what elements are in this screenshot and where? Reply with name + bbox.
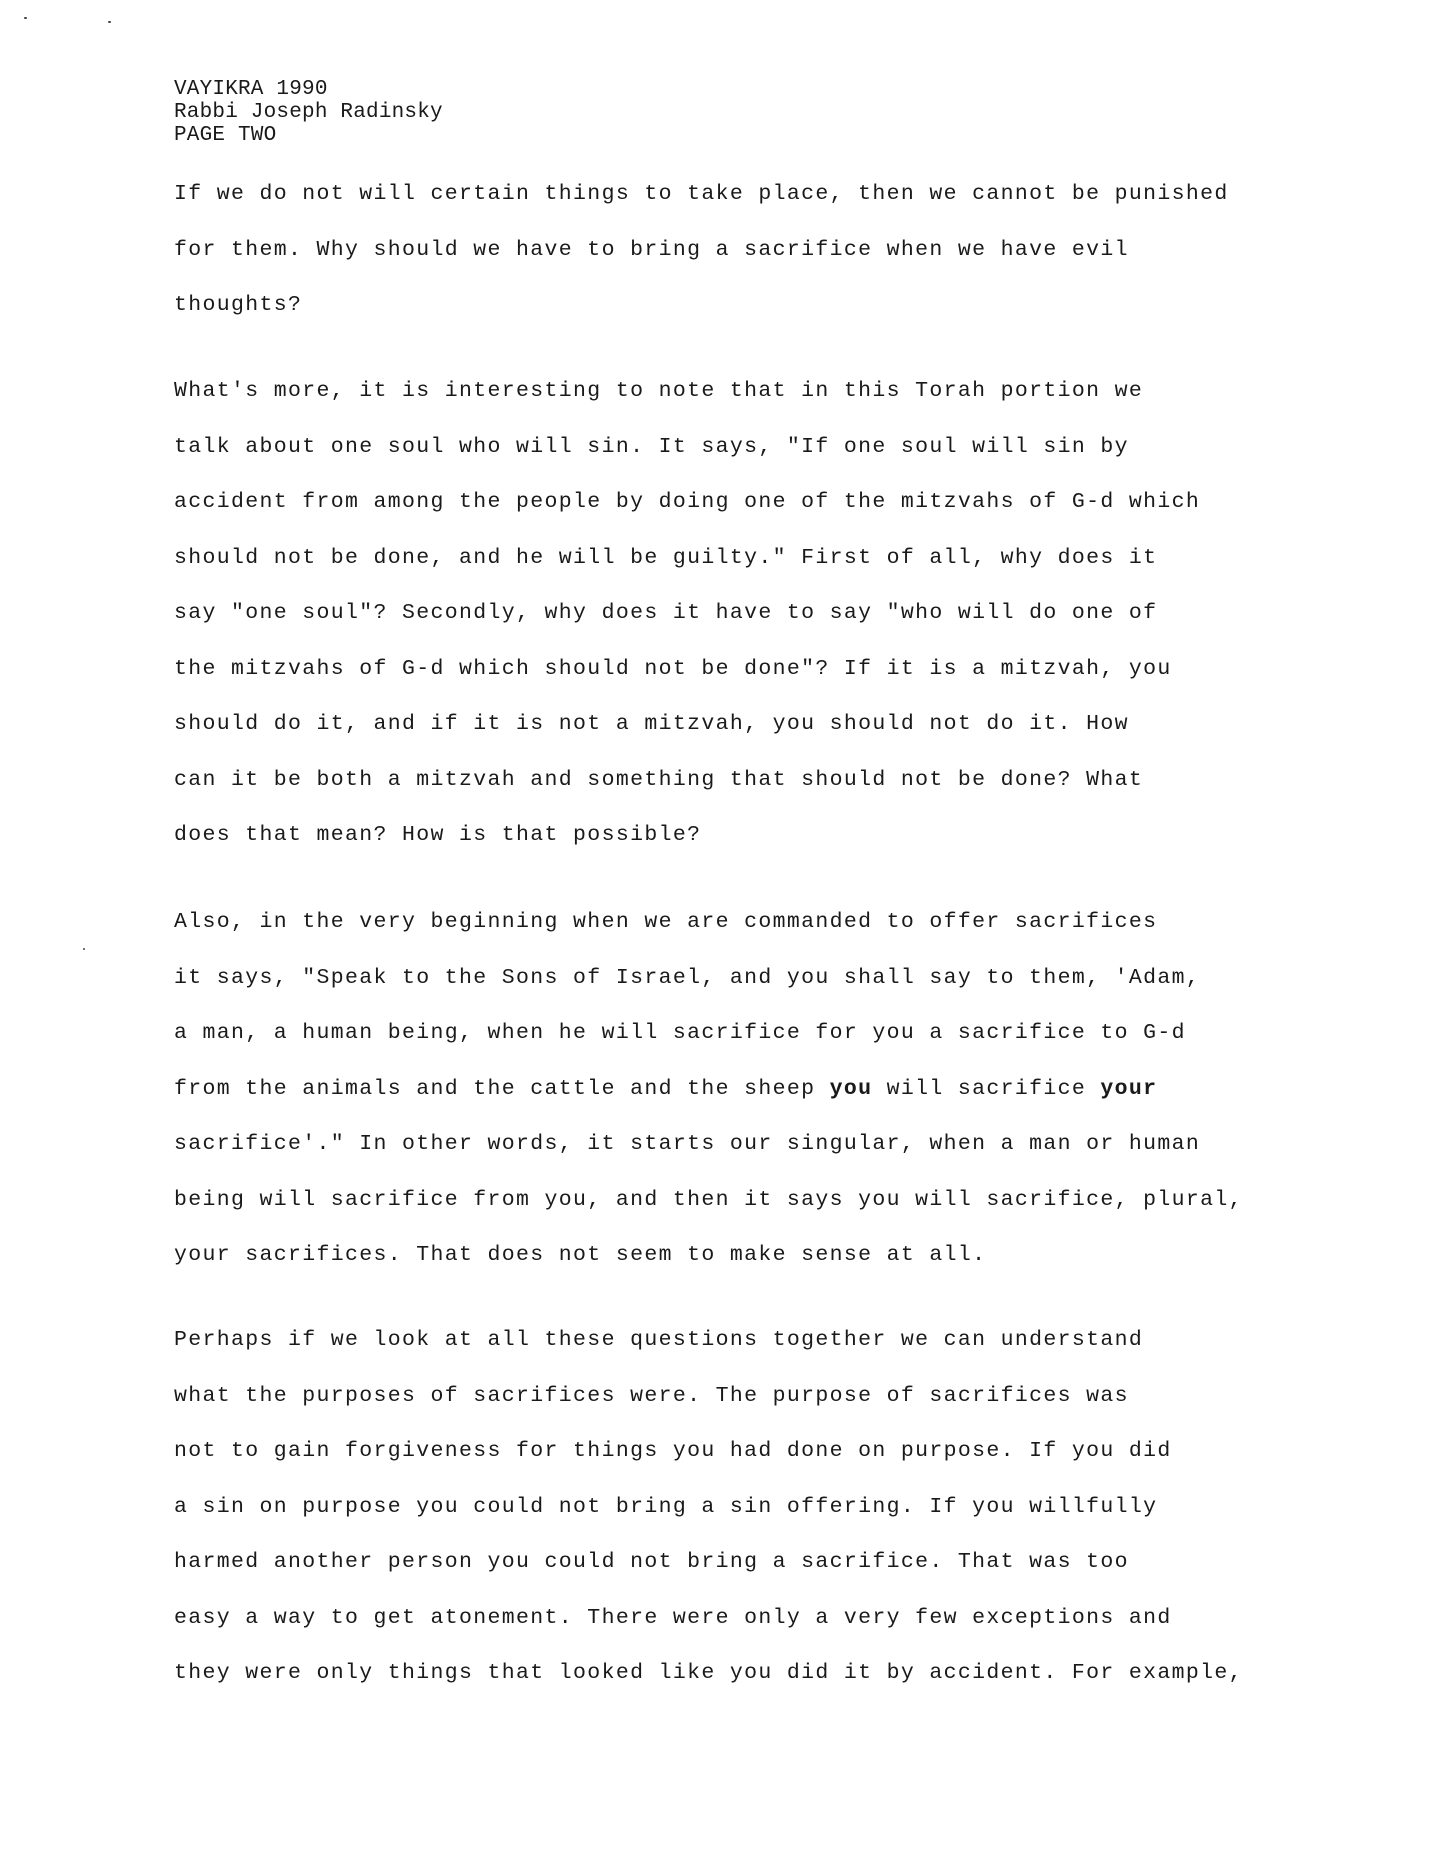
text-line: the mitzvahs of G-d which should not be done"? If it is a mitzvah, you [174,656,1172,681]
text-line: it says, "Speak to the Sons of Israel, and you shall say to them, 'Adam, [174,965,1201,990]
emphasis-your: your [1100,1076,1158,1101]
scan-speck [83,948,85,950]
text-line: being will sacrifice from you, and then it says you will sacrifice, plural, [174,1187,1243,1212]
paragraph-3 [174,895,1243,1284]
emphasis-you: you [829,1076,873,1101]
text-line: a man, a human being, when he will sacrifice for you a sacrifice to G-d [174,1021,1186,1045]
paragraph-4 [174,1313,1243,1702]
paragraph-1 [174,167,1234,334]
text-line: not to gain forgiveness for things you had done on purpose. If you did [174,1439,1172,1463]
text-line: Perhaps if we look at all these questions together we can understand [174,1328,1144,1352]
text-segment: from the animals and the cattle and the sheep [174,1076,830,1101]
text-line: should do it, and if it is not a mitzvah, you should not do it. How [174,712,1129,736]
text-line: for them. Why should we have to bring a sacrifice when we have evil [174,237,1129,262]
header-page-number: PAGE TWO [174,124,277,147]
text-line: can it be both a mitzvah and something that should not be done? What [174,767,1144,792]
text-line: does that mean? How is that possible? [174,823,702,847]
text-line: sacrifice'." In other words, it starts our singular, when a man or human [174,1132,1201,1156]
text-line: should not be done, and he will be guilty." First of all, why does it [174,545,1158,570]
text-line: If we do not will certain things to take place, then we cannot be punished [174,182,1229,206]
text-line: thoughts? [174,293,303,317]
text-line: say "one soul"? Secondly, why does it have to say "who will do one of [174,601,1158,625]
text-line: Also, in the very beginning when we are commanded to offer sacrifices [174,910,1158,934]
text-line: What's more, it is interesting to note that in this Torah portion we [174,379,1144,403]
text-line: your sacrifices. That does not seem to make sense at all. [174,1243,987,1267]
scan-speck [24,17,27,19]
header-title: VAYIKRA 1990 [174,78,328,101]
text-line-with-emphasis [174,1062,1234,1118]
text-line: a sin on purpose you could not bring a sin offering. If you willfully [174,1494,1158,1519]
paragraph-2 [174,364,1234,864]
text-line: easy a way to get atonement. There were only a very few exceptions and [174,1605,1172,1630]
scan-speck [108,21,111,23]
header-author: Rabbi Joseph Radinsky [174,101,443,124]
text-line: they were only things that looked like you did it by accident. For example, [174,1661,1243,1685]
text-line: accident from among the people by doing one of the mitzvahs of G-d which [174,490,1201,514]
text-line: what the purposes of sacrifices were. The purpose of sacrifices was [174,1383,1129,1408]
text-segment: will sacrifice [872,1076,1101,1101]
text-line: talk about one soul who will sin. It says, "If one soul will sin by [174,434,1129,459]
text-line: harmed another person you could not bring a sacrifice. That was too [174,1550,1129,1574]
page-header [174,78,443,147]
